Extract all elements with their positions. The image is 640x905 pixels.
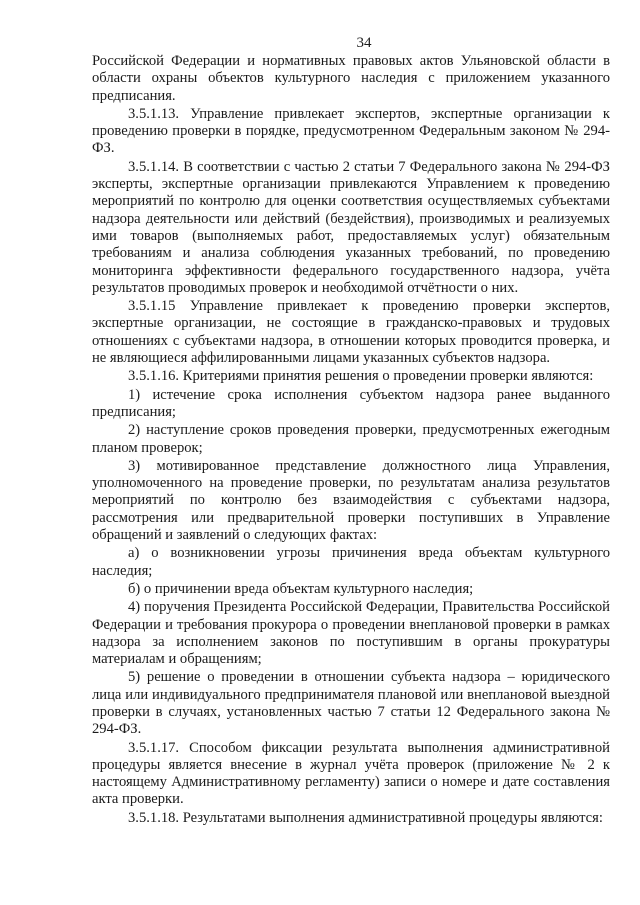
list-item-2: 2) наступление сроков проведения проверки, предусмотренных ежегодным планом проверок; [92,422,610,456]
list-item-1: 1) истечение срока исполнения субъектом надзора ранее выданного предписания; [92,386,610,420]
page-number: 34 [356,35,372,51]
list-item-4: 4) поручения Президента Российской Федерации, Правительства Российской Федерации и требования прокурора о проведении внеплановой проверки в рамках надзора за исполнением законов по поступившим в органы прокуратуры материалам и обращениям; [92,599,610,668]
list-item-3a: а) о возникновении угрозы причинения вреда объектам культурного наследия; [92,545,610,579]
paragraph-3-5-1-15: 3.5.1.15 Управление привлекает к проведению проверки экспертов, экспертные организации, не состоящие в гражданско-правовых и трудовых отношениях с субъектами надзора, в отношении которых проводится проверка, и не являющиеся аффилированными лицами указанных субъектов надзора. [92,298,610,367]
paragraph-3-5-1-18: 3.5.1.18. Результатами выполнения административной процедуры являются: [128,809,603,826]
paragraph-3-5-1-17: 3.5.1.17. Способом фиксации результата выполнения административной процедуры является внесение в журнал учёта проверок (приложение № 2 к настоящему Административному регламенту) записи о номере и дате составления акта проверки. [92,739,610,808]
list-item-3: 3) мотивированное представление должностного лица Управления, уполномоченного на проведение проверки, по результатам анализа результатов мероприятий по контролю без взаимодействия с субъектами надзора, рассмотрения или предварительной проверки поступивших в Управление обращений и заявлений о следующих фактах: [92,457,610,544]
list-item-3b: б) о причинении вреда объектам культурного наследия; [128,580,474,597]
paragraph-3-5-1-14: 3.5.1.14. В соответствии с частью 2 статьи 7 Федерального закона № 294-ФЗ эксперты, экспертные организации привлекаются Управлением к проведению мероприятий по контролю для оценки соответствия осуществляемых субъектами надзора деятельности или действий (бездействия), производимых и реализуемых ими товаров (выполняемых работ, предоставляемых услуг) обязательным требованиям и анализа соблюдения указанных требований, по проведению мониторинга эффективности федерального государственного надзора, учёта результатов проводимых проверок и необходимой отчётности о них. [92,158,610,296]
paragraph-3-5-1-13: 3.5.1.13. Управление привлекает экспертов, экспертные организации к проведению проверки в порядке, предусмотренном Федеральным законом № 294-ФЗ. [92,105,610,157]
paragraph-continuation: Российской Федерации и нормативных правовых актов Ульяновской области в области охраны объектов культурного наследия с приложением указанного предписания. [92,53,610,104]
list-item-5: 5) решение о проведении в отношении субъекта надзора – юридического лица или индивидуального предпринимателя плановой или внеплановой выездной проверки в случаях, установленных частью 7 статьи 12 Федерального закона № 294-ФЗ. [92,669,610,738]
paragraph-3-5-1-16: 3.5.1.16. Критериями принятия решения о проведении проверки являются: [128,368,594,385]
